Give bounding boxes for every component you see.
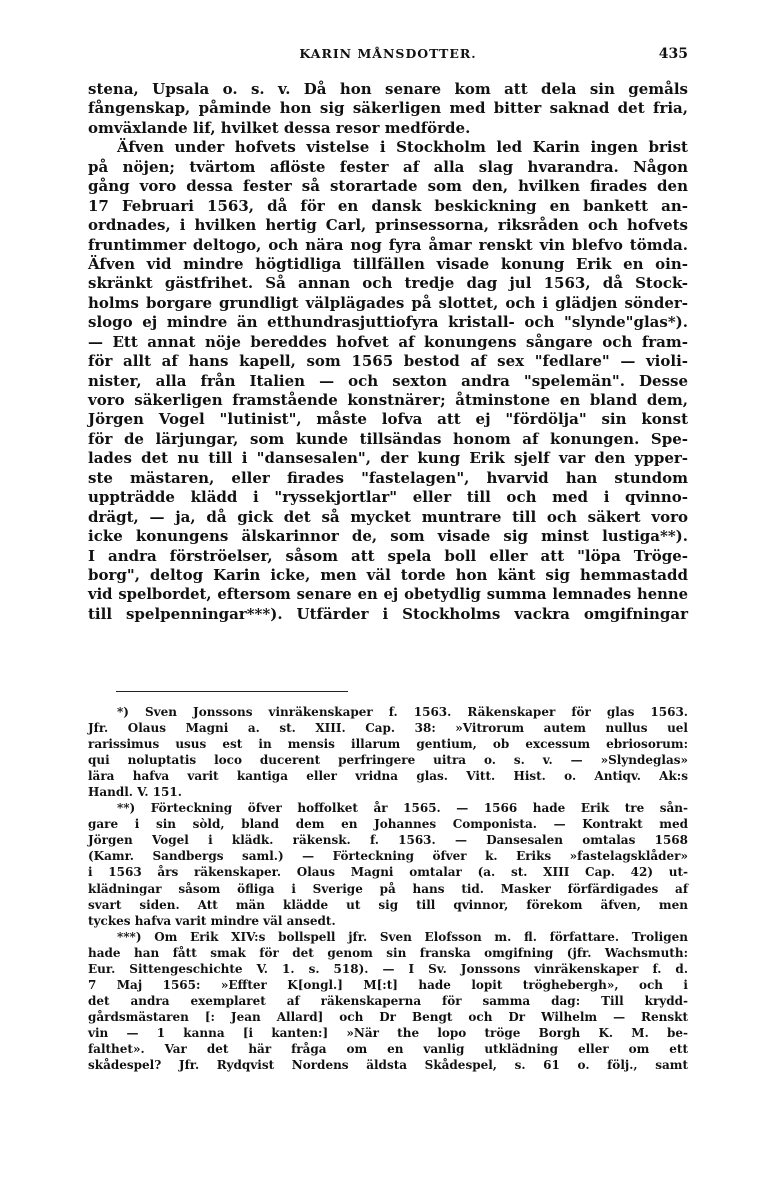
text-line: icke konungens älskarinnor de, som visade sig minst lustiga**). — [88, 527, 688, 546]
footnote-line: qui noluptatis loco ducerent perfringere uitra o. s. v. — »Slyndeglas» — [88, 753, 688, 768]
text-line: ordnades, i hvilken hertig Carl, prinsessorna, riksråden och hofvets — [88, 216, 688, 235]
footnote-line: Jfr. Olaus Magni a. st. XIII. Cap. 38: »Vitrorum autem nullus uel — [88, 721, 688, 736]
footnote-line: det andra exemplaret af räkenskaperna för samma dag: Till krydd- — [88, 993, 688, 1008]
text-line: Äfven vid mindre högtidliga tillfällen visade konung Erik en oin- — [88, 254, 688, 273]
text-line: slogo ej mindre än etthundrasjuttiofyra kristall- och "slynde"glas*). — [88, 313, 688, 332]
page-number: 435 — [658, 46, 688, 62]
footnote-line: Eur. Sittengeschichte V. 1. s. 518). — I Sv. Jonssons vinräkenskaper f. d. — [88, 961, 688, 976]
text-line: Äfven under hofvets vistelse i Stockholm led Karin ingen brist — [117, 138, 688, 157]
text-line: omväxlande lif, hvilket dessa resor medförde. — [88, 118, 471, 137]
footnote-line: 7 Maj 1565: »Effter K[ongl.] M[:t] hade lopit tröghebergh», och i — [88, 977, 688, 992]
footnote-line: hade han fått smak för det genom sin franska omgifning (jfr. Wachsmuth: — [88, 945, 688, 960]
footnote-line: **) Förteckning öfver hoffolket år 1565. — 1566 hade Erik tre sån- — [117, 801, 688, 816]
text-line: holms borgare grundligt välplägades på slottet, och i glädjen sönder- — [88, 293, 688, 312]
text-line: Jörgen Vogel "lutinist", måste lofva att ej "fördölja" sin konst — [88, 410, 688, 429]
footnote-rule — [116, 691, 348, 692]
footnote-line: Jörgen Vogel i klädk. räkensk. f. 1563. — Dansesalen omtalas 1568 — [88, 833, 688, 848]
text-line: fångenskap, påminde hon sig säkerligen med bitter saknad det fria, — [88, 99, 688, 118]
text-line: borg", deltog Karin icke, men väl torde hon känt sig hemmastadd — [88, 565, 688, 584]
text-line: vid spelbordet, eftersom senare en ej obetydlig summa lemnades henne — [88, 586, 688, 604]
text-line: drägt, — ja, då gick det så mycket muntrare till och säkert voro — [88, 507, 688, 526]
text-line: fruntimmer deltogo, och nära nog fyra åmar renskt vin blefvo tömda. — [88, 235, 688, 254]
text-line: — Ett annat nöje bereddes hofvet af konungens sångare och fram- — [88, 332, 688, 351]
text-line: voro säkerligen framstående konstnärer; åtminstone en bland dem, — [88, 391, 688, 409]
footnote-line: *) Sven Jonssons vinräkenskaper f. 1563. Räkenskaper för glas 1563. — [117, 705, 688, 719]
text-line: uppträdde klädd i "ryssekjortlar" eller till och med i qvinno- — [88, 488, 688, 507]
text-line: för allt af hans kapell, som 1565 bestod af sex "fedlare" — violi- — [88, 352, 688, 371]
text-line: gång voro dessa fester så storartade som den, hvilken firades den — [88, 177, 688, 196]
running-title: KARIN MÅNSDOTTER. — [299, 46, 477, 61]
footnote-line: Handl. V. 151. — [88, 785, 182, 800]
text-line: för de lärjungar, som kunde tillsändas honom af konungen. Spe- — [88, 429, 688, 448]
text-line: I andra förströelser, såsom att spela boll eller att "löpa Tröge- — [88, 546, 688, 565]
text-line: skränkt gästfrihet. Så annan och tredje dag jul 1563, då Stock- — [88, 274, 688, 293]
footnote-line: skådespel? Jfr. Rydqvist Nordens äldsta Skådespel, s. 61 o. följ., samt — [88, 1058, 688, 1073]
text-line: 17 Februari 1563, då för en dansk beskickning en bankett an- — [88, 196, 688, 215]
footnote-line: i 1563 års räkenskaper. Olaus Magni omtalar (a. st. XIII Cap. 42) ut- — [88, 865, 688, 880]
footnote-line: (Kamr. Sandbergs saml.) — Förteckning öfver k. Eriks »fastelagsklåder» — [88, 849, 688, 864]
text-line: till spelpenningar***). Utfärder i Stockholms vackra omgifningar — [88, 604, 688, 623]
footnote-line: rarissimus usus est in mensis illarum gentium, ob excessum ebriosorum: — [88, 737, 688, 752]
text-line: stena, Upsala o. s. v. Då hon senare kom att dela sin gemåls — [88, 80, 688, 98]
footnote-line: ***) Om Erik XIV:s bollspell jfr. Sven Elofsson m. fl. författare. Troligen — [117, 929, 688, 944]
footnote-line: gare i sin sòld, bland dem en Johannes Componista. — Kontrakt med — [88, 817, 688, 832]
footnote-line: lära hafva varit kantiga eller vridna glas. Vitt. Hist. o. Antiqv. Ak:s — [88, 769, 688, 784]
text-line: lades det nu till i "dansesalen", der kung Erik sjelf var den ypper- — [88, 449, 688, 468]
footnote-line: klädningar såsom öfliga i Sverige på hans tid. Masker förfärdigades af — [88, 881, 688, 896]
footnote-line: svart siden. Att män klädde ut sig till qvinnor, förekom äfven, men — [88, 897, 688, 912]
footnotes — [88, 704, 688, 1073]
footnote-line: vin — 1 kanna [i kanten:] »När the lopo tröge Borgh K. M. be- — [88, 1025, 688, 1040]
footnote-line: tyckes hafva varit mindre väl ansedt. — [88, 913, 336, 928]
body-text — [88, 80, 688, 624]
footnote-line: falthet». Var det här fråga om en vanlig utklädning eller om ett — [88, 1041, 688, 1056]
footnote-line: gårdsmästaren [: Jean Allard] och Dr Bengt och Dr Wilhelm — Renskt — [88, 1009, 688, 1024]
text-line: ste mästaren, eller firades "fastelagen", hvarvid han stundom — [88, 468, 688, 487]
text-line: på nöjen; tvärtom aflöste fester af alla slag hvarandra. Någon — [88, 157, 688, 176]
running-head — [88, 46, 688, 66]
text-line: nister, alla från Italien — och sexton andra "spelemän". Desse — [88, 371, 688, 390]
